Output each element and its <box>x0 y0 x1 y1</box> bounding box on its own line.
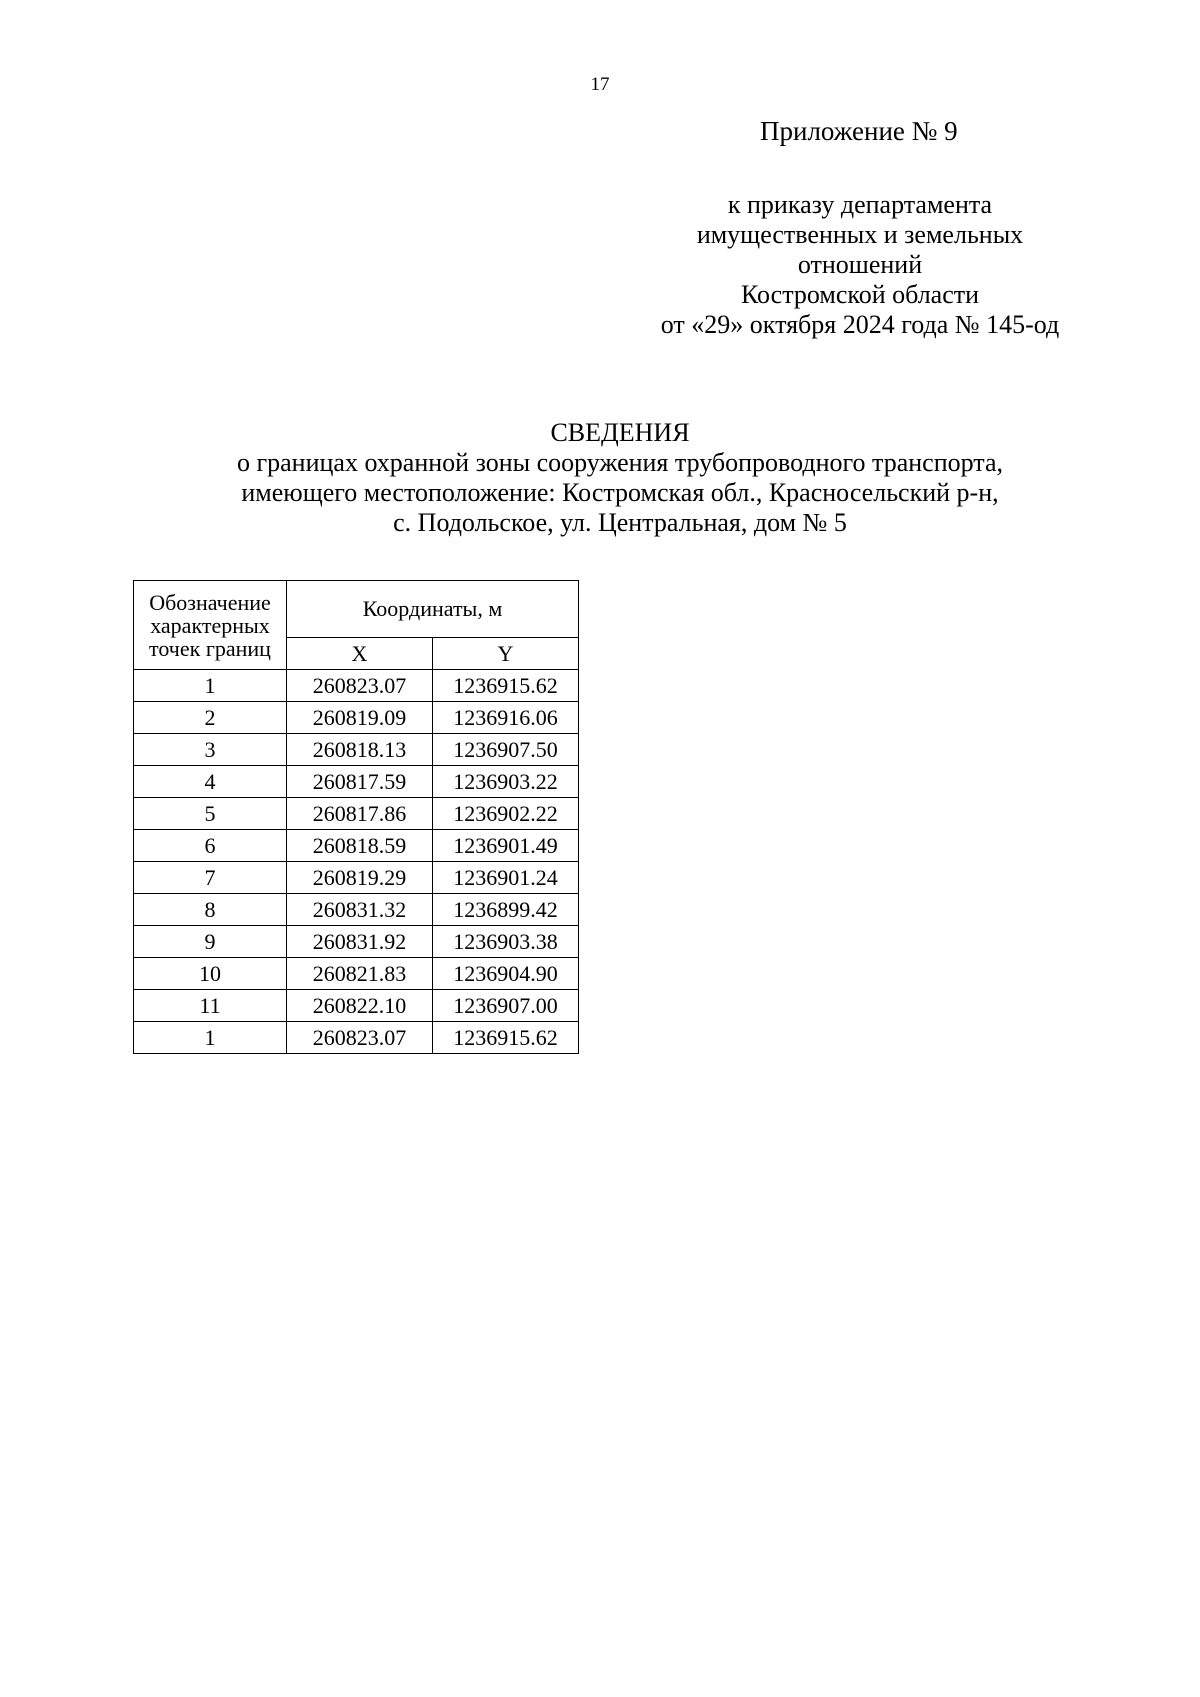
cell-y: 1236916.06 <box>433 702 579 734</box>
cell-x: 260821.83 <box>287 958 433 990</box>
cell-x: 260817.86 <box>287 798 433 830</box>
heading-title: СВЕДЕНИЯ <box>550 418 690 447</box>
cell-y: 1236901.24 <box>433 862 579 894</box>
cell-point: 8 <box>134 894 287 926</box>
cell-y: 1236903.38 <box>433 926 579 958</box>
table-row <box>134 734 579 766</box>
heading-line: имеющего местоположение: Костромская обл., Красносельский р-н, <box>241 478 999 507</box>
cell-point: 7 <box>134 862 287 894</box>
table-row <box>134 1022 579 1054</box>
header-point-designation <box>134 581 287 670</box>
page-number: 17 <box>590 74 610 95</box>
cell-x: 260819.09 <box>287 702 433 734</box>
cell-x: 260823.07 <box>287 1022 433 1054</box>
heading-line: о границах охранной зоны сооружения трубопроводного транспорта, <box>236 448 1004 477</box>
header-point-line: точек границ <box>149 635 271 661</box>
cell-x: 260831.92 <box>287 926 433 958</box>
table-row <box>134 830 579 862</box>
header-x: X <box>287 638 433 670</box>
coordinates-table <box>133 580 579 1054</box>
cell-point: 4 <box>134 766 287 798</box>
table-row <box>134 990 579 1022</box>
table-row <box>134 862 579 894</box>
appendix-line: отношений <box>797 250 923 279</box>
cell-x: 260819.29 <box>287 862 433 894</box>
cell-y: 1236902.22 <box>433 798 579 830</box>
appendix-line: имущественных и земельных <box>696 220 1024 249</box>
table-row <box>134 894 579 926</box>
header-point-line: Обозначение <box>149 589 271 615</box>
cell-y: 1236901.49 <box>433 830 579 862</box>
heading-line: с. Подольское, ул. Центральная, дом № 5 <box>393 508 847 537</box>
cell-y: 1236907.00 <box>433 990 579 1022</box>
table-row <box>134 926 579 958</box>
cell-point: 11 <box>134 990 287 1022</box>
cell-x: 260831.32 <box>287 894 433 926</box>
cell-x: 260818.13 <box>287 734 433 766</box>
cell-y: 1236915.62 <box>433 1022 579 1054</box>
cell-y: 1236907.50 <box>433 734 579 766</box>
table-row <box>134 670 579 702</box>
header-y: Y <box>433 638 579 670</box>
cell-y: 1236903.22 <box>433 766 579 798</box>
table-row <box>134 958 579 990</box>
appendix-line: от «29» октября 2024 года № 145-од <box>660 310 1060 339</box>
table-row <box>134 702 579 734</box>
appendix-line: Костромской области <box>740 280 980 309</box>
header-coordinates: Координаты, м <box>287 581 579 638</box>
cell-point: 6 <box>134 830 287 862</box>
coordinates-body <box>134 670 579 1054</box>
cell-point: 5 <box>134 798 287 830</box>
cell-y: 1236915.62 <box>433 670 579 702</box>
cell-point: 3 <box>134 734 287 766</box>
cell-x: 260817.59 <box>287 766 433 798</box>
cell-y: 1236904.90 <box>433 958 579 990</box>
appendix-title: Приложение № 9 <box>760 116 958 146</box>
cell-x: 260823.07 <box>287 670 433 702</box>
cell-y: 1236899.42 <box>433 894 579 926</box>
cell-point: 1 <box>134 670 287 702</box>
header-point-line: характерных <box>150 612 270 638</box>
table-row <box>134 766 579 798</box>
cell-point: 1 <box>134 1022 287 1054</box>
cell-x: 260818.59 <box>287 830 433 862</box>
appendix-line: к приказу департамента <box>727 190 993 219</box>
cell-point: 2 <box>134 702 287 734</box>
cell-point: 9 <box>134 926 287 958</box>
cell-point: 10 <box>134 958 287 990</box>
document-heading <box>100 418 1140 538</box>
table-row <box>134 798 579 830</box>
cell-x: 260822.10 <box>287 990 433 1022</box>
appendix-reference <box>620 190 1100 340</box>
